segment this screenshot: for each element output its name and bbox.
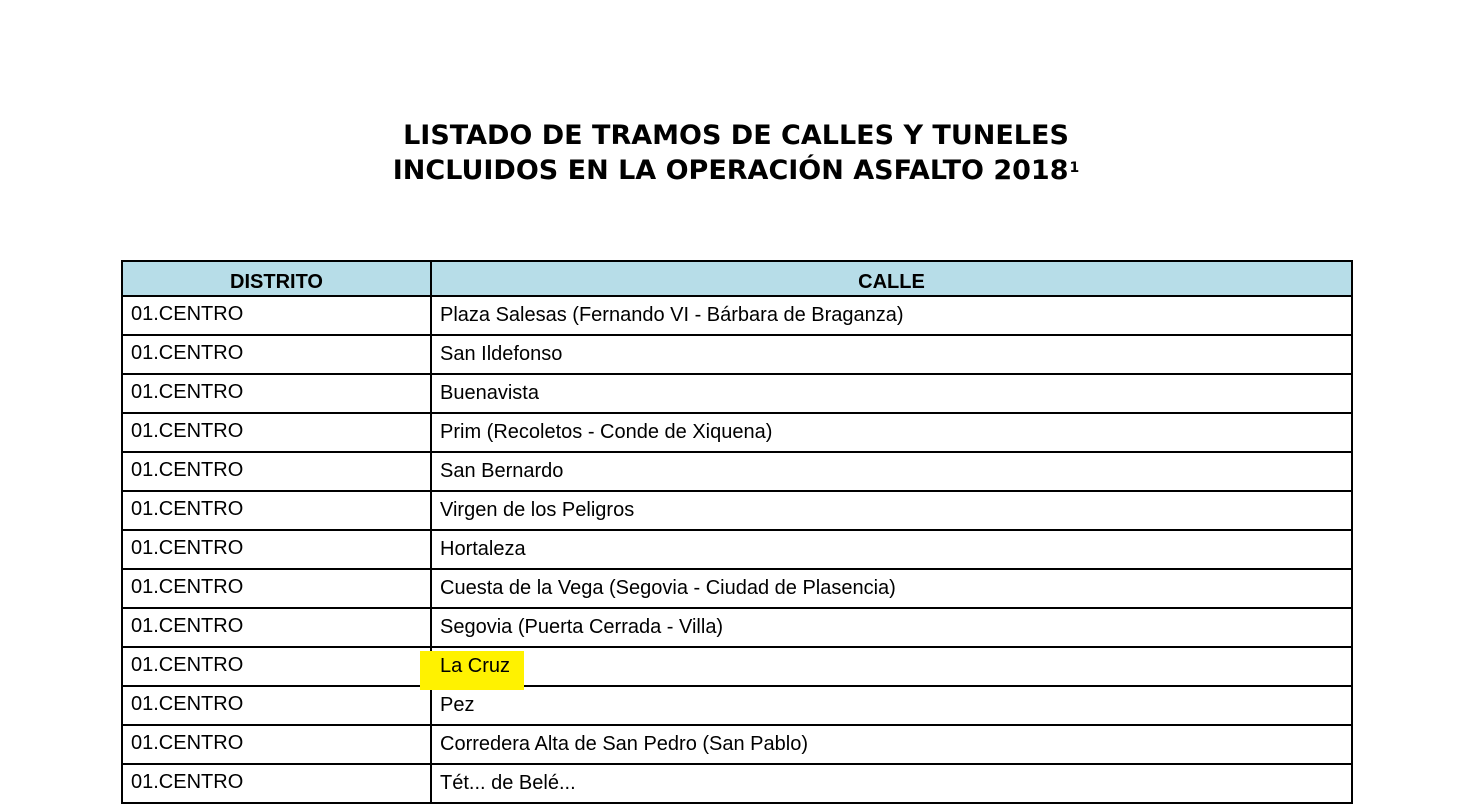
table-header-row: [122, 261, 1352, 296]
cell-distrito: 01.CENTRO: [122, 686, 431, 725]
column-header-distrito: DISTRITO: [122, 261, 431, 296]
title-line-2-text: INCLUIDOS EN LA OPERACIÓN ASFALTO 2018: [392, 155, 1069, 186]
cell-calle: Segovia (Puerta Cerrada - Villa): [431, 608, 1352, 647]
table-row: [122, 296, 1352, 335]
cell-distrito: 01.CENTRO: [122, 725, 431, 764]
table-row: [122, 452, 1352, 491]
cell-distrito: 01.CENTRO: [122, 413, 431, 452]
cell-calle: San Ildefonso: [431, 335, 1352, 374]
table-row: [122, 374, 1352, 413]
table-row: [122, 608, 1352, 647]
cell-calle: Prim (Recoletos - Conde de Xiquena): [431, 413, 1352, 452]
title-line-1: LISTADO DE TRAMOS DE CALLES Y TUNELES: [403, 120, 1069, 151]
table-row: [122, 335, 1352, 374]
cell-distrito: 01.CENTRO: [122, 764, 431, 803]
cell-distrito: 01.CENTRO: [122, 491, 431, 530]
cell-distrito: 01.CENTRO: [122, 530, 431, 569]
table-row: [122, 647, 1352, 686]
streets-table-container: [121, 260, 1351, 804]
cell-calle: Buenavista: [431, 374, 1352, 413]
table-row: [122, 530, 1352, 569]
title-line-2: [0, 153, 1472, 188]
cell-calle: Pez: [431, 686, 1352, 725]
cell-calle: Tét... de Belé...: [431, 764, 1352, 803]
column-header-calle: CALLE: [431, 261, 1352, 296]
document-title: [0, 118, 1472, 188]
cell-distrito: 01.CENTRO: [122, 647, 431, 686]
cell-distrito: 01.CENTRO: [122, 296, 431, 335]
cell-distrito: 01.CENTRO: [122, 374, 431, 413]
cell-calle: San Bernardo: [431, 452, 1352, 491]
footnote-mark: 1: [1069, 160, 1080, 176]
table-row: [122, 491, 1352, 530]
table-row: [122, 725, 1352, 764]
streets-table: [121, 260, 1353, 804]
cell-distrito: 01.CENTRO: [122, 608, 431, 647]
table-row: [122, 413, 1352, 452]
cell-distrito: 01.CENTRO: [122, 452, 431, 491]
table-body: [122, 296, 1352, 803]
cell-calle: Virgen de los Peligros: [431, 491, 1352, 530]
table-row: [122, 569, 1352, 608]
highlighted-street: La Cruz: [420, 651, 524, 690]
cell-distrito: 01.CENTRO: [122, 335, 431, 374]
table-row: [122, 764, 1352, 803]
cell-calle: Hortaleza: [431, 530, 1352, 569]
cell-distrito: 01.CENTRO: [122, 569, 431, 608]
cell-calle: Plaza Salesas (Fernando VI - Bárbara de Braganza): [431, 296, 1352, 335]
cell-calle: Cuesta de la Vega (Segovia - Ciudad de Plasencia): [431, 569, 1352, 608]
cell-calle: [431, 647, 1352, 686]
cell-calle: Corredera Alta de San Pedro (San Pablo): [431, 725, 1352, 764]
table-row: [122, 686, 1352, 725]
